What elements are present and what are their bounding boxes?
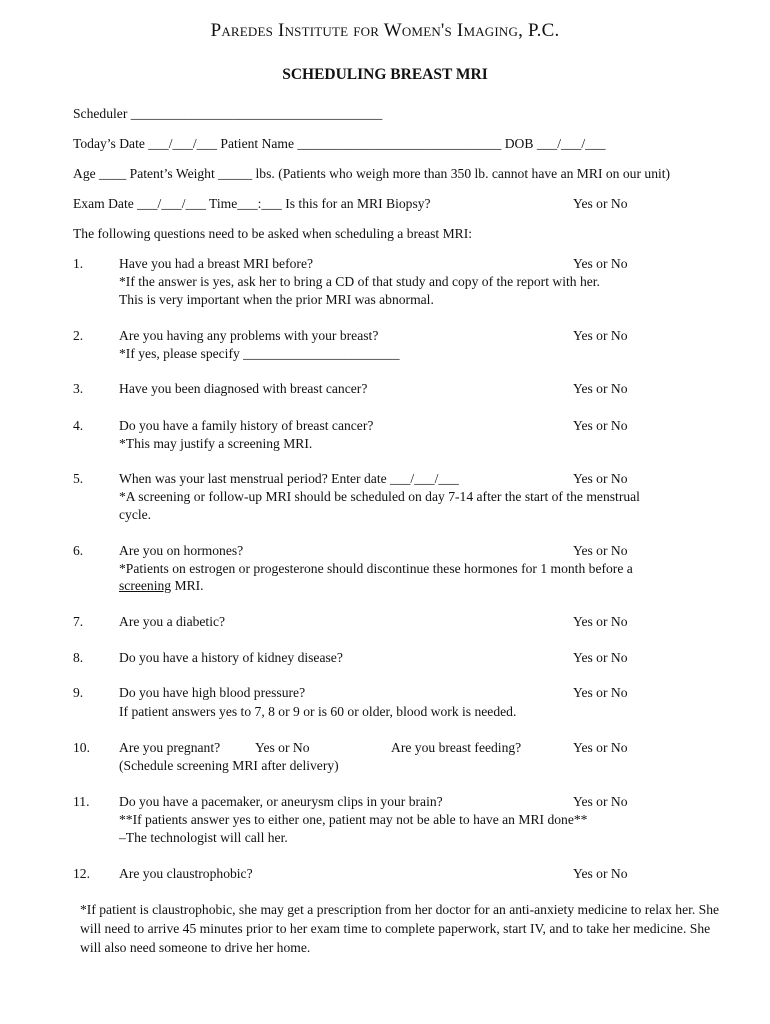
yes-no-option[interactable]: Yes or No <box>573 381 628 396</box>
breast-feeding-question: Are you breast feeding? <box>391 740 522 755</box>
question-note: *A screening or follow-up MRI should be scheduled on day 7-14 after the start of the menstrual <box>119 489 640 504</box>
question-number: 3. <box>73 381 84 396</box>
question-note: If patient answers yes to 7, 8 or 9 or is 60 or older, blood work is needed. <box>119 704 517 719</box>
yes-no-option[interactable]: Yes or No <box>573 866 628 881</box>
yes-no-option[interactable]: Yes or No <box>573 740 628 755</box>
yes-no-option[interactable]: Yes or No <box>573 685 628 700</box>
question-note[interactable]: *If yes, please specify _______________________ <box>119 346 400 361</box>
question-text: Have you been diagnosed with breast cancer? <box>119 381 368 396</box>
exam-date-line[interactable]: Exam Date ___/___/___ Time___:___ Is this for an MRI Biopsy? <box>73 196 431 211</box>
yes-no-option[interactable]: Yes or No <box>573 543 628 558</box>
question-note: This is very important when the prior MRI was abnormal. <box>119 292 434 307</box>
question-text: Are you on hormones? <box>119 543 244 558</box>
yes-no-option[interactable]: Yes or No <box>573 471 628 486</box>
pregnant-yes-no[interactable]: Yes or No <box>255 740 310 755</box>
question-text: Do you have high blood pressure? <box>119 685 306 700</box>
underlined-word: screening <box>119 578 172 593</box>
question-text: Are you a diabetic? <box>119 614 226 629</box>
question-text: Are you having any problems with your breast? <box>119 328 379 343</box>
question-number: 8. <box>73 650 84 665</box>
question-note: *Patients on estrogen or progesterone should discontinue these hormones for 1 month before a <box>119 561 633 576</box>
yes-no-option[interactable]: Yes or No <box>573 650 628 665</box>
question-text: Do you have a pacemaker, or aneurysm clips in your brain? <box>119 794 443 809</box>
question-text: Have you had a breast MRI before? <box>119 256 314 271</box>
question-note: –The technologist will call her. <box>119 830 288 845</box>
question-number: 12. <box>73 866 90 881</box>
question-number: 1. <box>73 256 84 271</box>
question-number: 5. <box>73 471 84 486</box>
question-number: 2. <box>73 328 84 343</box>
form-subtitle: SCHEDULING BREAST MRI <box>282 66 488 83</box>
intro-text: The following questions need to be asked when scheduling a breast MRI: <box>73 226 473 241</box>
question-text: Are you pregnant? <box>119 740 221 755</box>
scheduler-field[interactable]: Scheduler _____________________________________ <box>73 106 383 121</box>
yes-no-option[interactable]: Yes or No <box>573 794 628 809</box>
question-note: *This may justify a screening MRI. <box>119 436 313 451</box>
note-tail: MRI. <box>171 578 204 593</box>
question-number: 9. <box>73 685 84 700</box>
question-note: *If the answer is yes, ask her to bring a CD of that study and copy of the report with her. <box>119 274 600 289</box>
biopsy-yes-no[interactable]: Yes or No <box>573 196 628 211</box>
question-note <box>119 578 204 594</box>
question-text: Do you have a history of kidney disease? <box>119 650 343 665</box>
date-name-dob-line[interactable]: Today’s Date ___/___/___ Patient Name ______________________________ DOB ___/___/___ <box>73 136 606 151</box>
claustrophobia-note: *If patient is claustrophobic, she may get a prescription from her doctor for an anti-anxiety medicine to relax her. She will need to arrive 45 minutes prior to her exam time to complete paperwork, start IV, and to take her medicine. She will also need someone to drive her home. <box>80 902 720 955</box>
question-number: 11. <box>73 794 90 809</box>
yes-no-option[interactable]: Yes or No <box>573 328 628 343</box>
question-text[interactable]: When was your last menstrual period? Enter date ___/___/___ <box>119 471 459 486</box>
question-number: 7. <box>73 614 84 629</box>
question-number: 4. <box>73 418 84 433</box>
question-note: cycle. <box>119 507 152 522</box>
question-number: 10. <box>73 740 90 755</box>
question-text: Are you claustrophobic? <box>119 866 253 881</box>
yes-no-option[interactable]: Yes or No <box>573 614 628 629</box>
page-title: Paredes Institute for Women's Imaging, P.C. <box>210 20 560 41</box>
yes-no-option[interactable]: Yes or No <box>573 256 628 271</box>
question-note: **If patients answer yes to either one, patient may not be able to have an MRI done** <box>119 812 588 827</box>
question-note: (Schedule screening MRI after delivery) <box>119 758 339 773</box>
yes-no-option[interactable]: Yes or No <box>573 418 628 433</box>
question-number: 6. <box>73 543 84 558</box>
age-weight-line[interactable]: Age ____ Patent’s Weight _____ lbs. (Patients who weigh more than 350 lb. cannot have an MRI on our unit) <box>73 166 671 181</box>
question-text: Do you have a family history of breast cancer? <box>119 418 374 433</box>
